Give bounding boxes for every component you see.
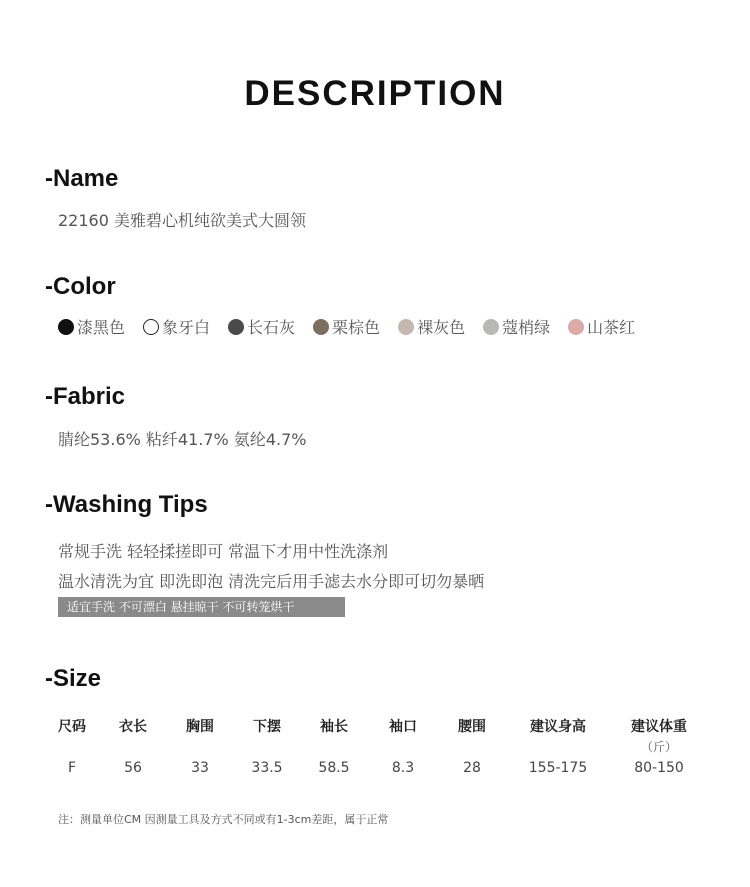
column-header: 下摆 [253, 719, 281, 735]
column-header: 尺码 [58, 719, 86, 735]
table-cell: 58.5 [318, 760, 350, 776]
color-label: 长石灰 [247, 318, 296, 337]
fabric-heading: -Fabric [45, 383, 126, 410]
color-label: 山茶红 [587, 318, 636, 337]
column-header: 袖口 [389, 719, 417, 735]
color-label: 漆黑色 [77, 318, 126, 337]
column-header: 腰围 [458, 719, 486, 735]
product-name: 22160 美雅碧心机纯欲美式大圆领 [58, 211, 306, 230]
color-option[interactable] [483, 315, 550, 338]
table-row [46, 755, 706, 781]
column-header-weight [612, 716, 706, 755]
column-header: 胸围 [186, 719, 214, 735]
column-header: 袖长 [320, 719, 348, 735]
measurement-note: 注：测量单位CM 因测量工具及方式不同或有1-3cm差距，属于正常 [58, 813, 389, 826]
color-label: 象牙白 [162, 318, 211, 337]
swatch-dot-icon [143, 319, 159, 335]
size-heading: -Size [45, 665, 102, 692]
color-label: 蔻梢绿 [502, 318, 551, 337]
color-option[interactable] [313, 315, 380, 338]
color-option[interactable] [58, 315, 125, 338]
care-tags-banner: 适宜手洗 不可漂白 悬挂晾干 不可转笼烘干 [58, 597, 345, 617]
size-table-header-row [46, 716, 706, 755]
color-option[interactable] [568, 315, 635, 338]
color-label: 裸灰色 [417, 318, 466, 337]
table-cell: 28 [463, 760, 481, 776]
color-heading: -Color [45, 273, 116, 300]
table-cell: 56 [124, 760, 142, 776]
washing-line-2: 温水清洗为宜 即洗即泡 清洗完后用手滤去水分即可切勿暴晒 [58, 572, 485, 591]
table-cell: 33.5 [251, 760, 283, 776]
table-cell: F [67, 760, 77, 776]
swatch-dot-icon [58, 319, 74, 335]
table-cell: 33 [191, 760, 209, 776]
color-option[interactable] [398, 315, 465, 338]
column-header: 建议身高 [530, 719, 586, 735]
column-header: 衣长 [119, 719, 147, 735]
fabric-composition: 腈纶53.6% 粘纤41.7% 氨纶4.7% [58, 430, 307, 449]
color-label: 栗棕色 [332, 318, 381, 337]
table-cell: 155-175 [528, 760, 588, 776]
size-table [46, 716, 706, 781]
swatch-dot-icon [483, 319, 499, 335]
name-heading: -Name [45, 165, 119, 192]
page-title: DESCRIPTION [244, 74, 506, 113]
column-header: 建议体重 [631, 719, 687, 735]
weight-unit: （斤） [640, 740, 677, 754]
color-swatch-list [58, 315, 653, 338]
swatch-dot-icon [313, 319, 329, 335]
color-option[interactable] [228, 315, 295, 338]
washing-line-1: 常规手洗 轻轻揉搓即可 常温下才用中性洗涤剂 [58, 542, 389, 561]
washing-heading: -Washing Tips [45, 491, 208, 518]
swatch-dot-icon [568, 319, 584, 335]
table-cell: 80-150 [634, 760, 684, 776]
table-cell: 8.3 [391, 760, 415, 776]
swatch-dot-icon [398, 319, 414, 335]
swatch-dot-icon [228, 319, 244, 335]
color-option[interactable] [143, 315, 210, 338]
